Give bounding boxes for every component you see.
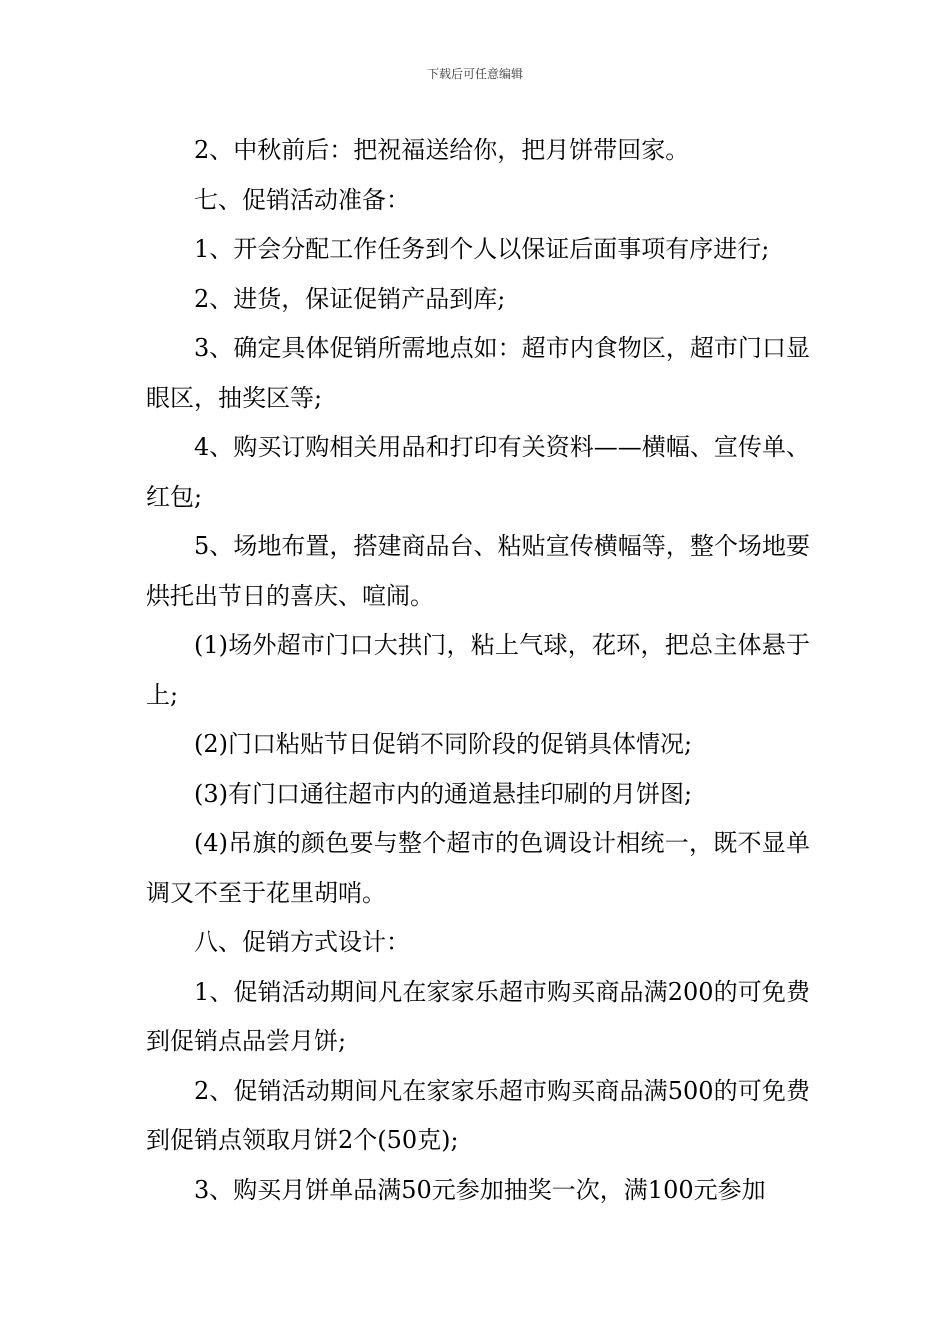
sub-paragraph: (1)场外超市门口大拱门，粘上气球，花环，把总主体悬于上;: [146, 631, 810, 709]
page-header: 下载后可任意编辑: [426, 67, 523, 81]
sub-paragraph: (4)吊旗的颜色要与整个超市的色调设计相统一，既不显单调又不至于花里胡哨。: [146, 829, 810, 907]
paragraph: 2、促销活动期间凡在家家乐超市购买商品满500的可免费到促销点领取月饼2个(50克);: [146, 1076, 810, 1154]
paragraph: 1、促销活动期间凡在家家乐超市购买商品满200的可免费到促销点品尝月饼;: [146, 977, 810, 1055]
section-heading: 七、促销活动准备：: [194, 185, 410, 214]
paragraph: 2、中秋前后：把祝福送给你，把月饼带回家。: [194, 136, 690, 164]
paragraph: 5、场地布置，搭建商品台、粘贴宣传横幅等，整个场地要烘托出节日的喜庆、喧闹。: [146, 532, 810, 610]
document-body: [146, 126, 810, 1215]
paragraph: 3、购买月饼单品满50元参加抽奖一次，满100元参加: [194, 1175, 766, 1204]
section-heading: 八、促销方式设计：: [194, 928, 410, 956]
sub-paragraph: (2)门口粘贴节日促销不同阶段的促销具体情况;: [194, 730, 693, 758]
sub-paragraph: (3)有门口通往超市内的通道悬挂印刷的月饼图;: [194, 779, 693, 808]
paragraph: 2、进货，保证促销产品到库;: [194, 284, 506, 313]
paragraph: 3、确定具体促销所需地点如：超市内食物区，超市门口显眼区，抽奖区等;: [146, 334, 810, 412]
paragraph: 4、购买订购相关用品和打印有关资料——横幅、宣传单、红包;: [146, 433, 810, 511]
paragraph: 1、开会分配工作任务到个人以保证后面事项有序进行;: [194, 235, 770, 263]
